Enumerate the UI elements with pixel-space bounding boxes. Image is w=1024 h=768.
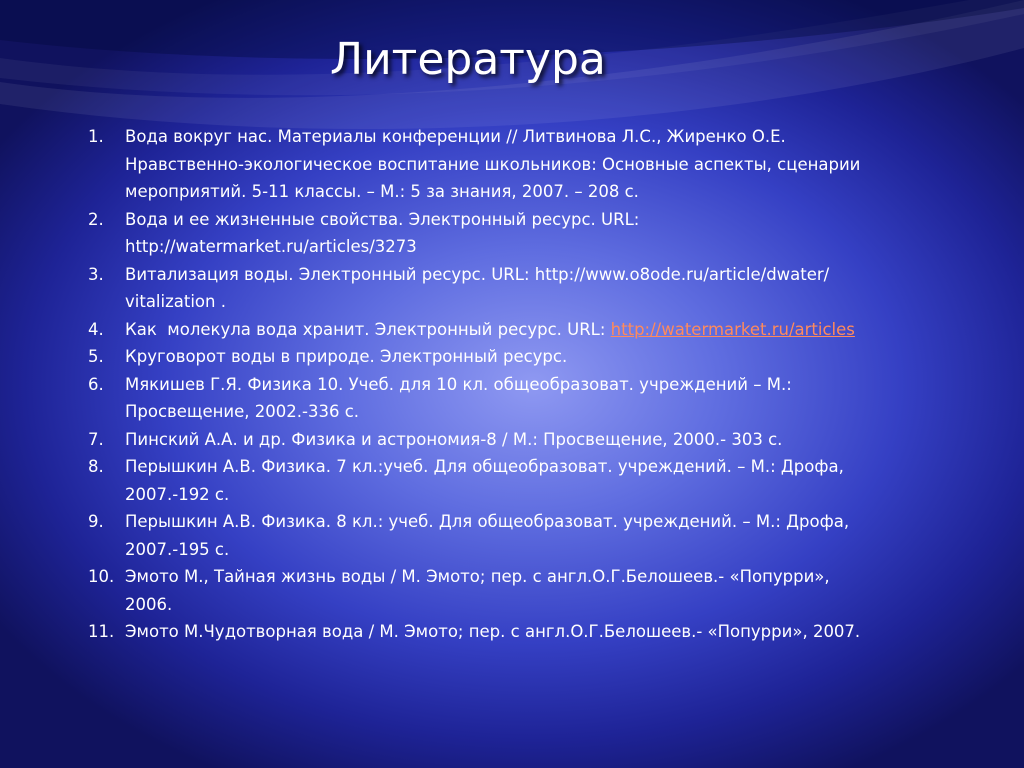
reference-text-line: Круговорот воды в природе. Электронный ресурс. <box>125 347 568 366</box>
slide-title: Литература <box>330 34 606 85</box>
reference-number: 11. <box>88 622 115 641</box>
reference-text-line: 2007.-195 с. <box>125 539 230 559</box>
reference-text-line: http://watermarket.ru/articles/3273 <box>125 237 417 256</box>
reference-text-line: Просвещение, 2002.-336 с. <box>125 402 360 421</box>
reference-item-10 <box>88 563 968 618</box>
reference-number: 8. <box>88 457 104 476</box>
reference-text-line: Пинский А.А. и др. Физика и астрономия-8 / М.: Просвещение, 2000.- 303 с. <box>125 429 783 449</box>
reference-text-line: Нравственно-экологическое воспитание школьников: Основные аспекты, сценарии <box>125 154 861 174</box>
reference-number: 10. <box>88 567 115 586</box>
reference-number: 1. <box>88 127 104 146</box>
reference-text-line: Мякишев Г.Я. Физика 10. Учеб. для 10 кл. общеобразоват. учреждений – М.: <box>125 374 792 394</box>
reference-number: 3. <box>88 264 104 284</box>
reference-item-9 <box>88 508 968 563</box>
reference-text-line: 2007.-192 с. <box>125 484 230 504</box>
reference-number: 5. <box>88 347 104 366</box>
reference-number: 6. <box>88 374 104 394</box>
reference-text-line: Витализация воды. Электронный ресурс. URL: http://www.o8ode.ru/article/dwater/ <box>125 264 830 284</box>
reference-link[interactable]: http://watermarket.ru/articles <box>610 319 855 339</box>
reference-text-line: Эмото М., Тайная жизнь воды / М. Эмото; пер. с англ.О.Г.Белошеев.- «Попурри», <box>125 567 830 586</box>
reference-number: 9. <box>88 512 104 531</box>
references-list <box>88 123 968 646</box>
reference-text-line: мероприятий. 5-11 классы. – М.: 5 за знания, 2007. – 208 с. <box>125 182 639 201</box>
reference-text-line: vitalization . <box>125 292 226 311</box>
reference-text-line: Перышкин А.В. Физика. 7 кл.:учеб. Для общеобразоват. учреждений. – М.: Дрофа, <box>125 457 844 476</box>
reference-text-line: Эмото М.Чудотворная вода / М. Эмото; пер. с англ.О.Г.Белошеев.- «Попурри», 2007. <box>125 622 861 641</box>
reference-number: 7. <box>88 429 104 449</box>
reference-item-7 <box>88 426 968 454</box>
reference-item-11 <box>88 618 968 646</box>
reference-item-8 <box>88 453 968 508</box>
reference-text-line: Вода вокруг нас. Материалы конференции // Литвинова Л.С., Жиренко О.Е. <box>125 127 786 146</box>
reference-item-4 <box>88 316 968 344</box>
reference-text-line <box>125 316 968 344</box>
reference-text-line: 2006. <box>125 594 173 614</box>
reference-text-line: Перышкин А.В. Физика. 8 кл.: учеб. Для общеобразоват. учреждений. – М.: Дрофа, <box>125 512 850 531</box>
reference-number: 4. <box>88 319 104 339</box>
reference-text-line: Вода и ее жизненные свойства. Электронный ресурс. URL: <box>125 209 640 229</box>
reference-number: 2. <box>88 209 104 229</box>
reference-item-3 <box>88 261 968 316</box>
reference-item-2 <box>88 206 968 261</box>
reference-item-1 <box>88 123 968 206</box>
reference-item-5 <box>88 343 968 371</box>
reference-item-6 <box>88 371 968 426</box>
reference-text: Как молекула вода хранит. Электронный ресурс. URL: <box>125 319 611 339</box>
